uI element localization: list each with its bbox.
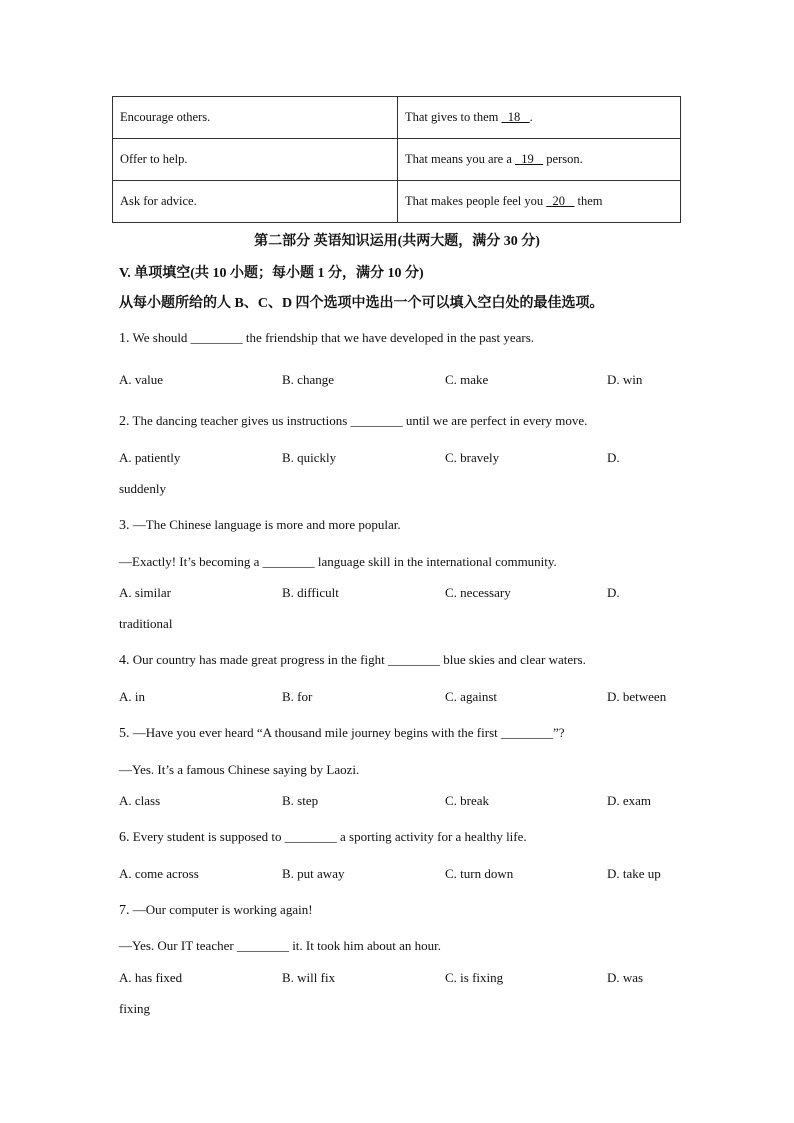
question-1-option-a[interactable]: A. value: [119, 372, 164, 387]
table-cell: Offer to help.: [113, 139, 398, 181]
question-6-option-c[interactable]: C. turn down: [445, 866, 514, 881]
question-3-stem-reply: —Exactly! It’s becoming a ________ language skill in the international community.: [119, 554, 557, 569]
section-title: 第二部分 英语知识运用(共两大题，满分 30 分): [254, 234, 540, 249]
table-cell: [398, 181, 681, 223]
cell-text: That means you are a: [405, 152, 512, 166]
question-5-stem: 5. —Have you ever heard “A thousand mile journey begins with the first ________”?: [119, 725, 565, 741]
question-6-option-d[interactable]: D. take up: [607, 866, 661, 881]
cell-text: That makes people feel you: [405, 194, 544, 208]
blank-18: 18: [501, 110, 530, 124]
question-2-option-b[interactable]: B. quickly: [282, 450, 337, 465]
question-5-option-d[interactable]: D. exam: [607, 793, 652, 808]
blank-19: 19: [515, 152, 544, 166]
blank-20: 20: [546, 194, 575, 208]
question-6-option-a[interactable]: A. come across: [119, 866, 199, 881]
question-3-option-d[interactable]: D.: [607, 585, 620, 600]
question-3-option-c[interactable]: C. necessary: [445, 585, 511, 600]
table-cell: Encourage others.: [113, 97, 398, 139]
question-6-stem: 6. Every student is supposed to ________ a sporting activity for a healthy life.: [119, 829, 527, 845]
table-cell: [398, 97, 681, 139]
table-row: [113, 97, 681, 139]
question-2-stem: 2. The dancing teacher gives us instructions ________ until we are perfect in every move.: [119, 413, 588, 429]
question-7-option-a[interactable]: A. has fixed: [119, 970, 183, 985]
question-2-option-d[interactable]: D.: [607, 450, 620, 465]
question-3-option-a[interactable]: A. similar: [119, 585, 171, 600]
question-5-option-b[interactable]: B. step: [282, 793, 319, 808]
question-7-stem-reply: —Yes. Our IT teacher ________ it. It took him about an hour.: [119, 938, 441, 953]
question-1-option-c[interactable]: C. make: [445, 372, 489, 387]
question-4-option-c[interactable]: C. against: [445, 689, 497, 704]
question-6-option-b[interactable]: B. put away: [282, 866, 345, 881]
table-row: [113, 181, 681, 223]
question-5-option-a[interactable]: A. class: [119, 793, 161, 808]
question-1-option-d[interactable]: D. win: [607, 372, 643, 387]
question-4-stem: 4. Our country has made great progress in the fight ________ blue skies and clear waters.: [119, 652, 586, 668]
question-2-option-d-text[interactable]: suddenly: [119, 481, 166, 496]
question-7-option-c[interactable]: C. is fixing: [445, 970, 504, 985]
question-3-stem: 3. —The Chinese language is more and more popular.: [119, 517, 401, 533]
table-row: [113, 139, 681, 181]
part-instruction: 从每小题所给的人 B、C、D 四个选项中选出一个可以填入空白处的最佳选项。: [119, 296, 604, 311]
question-4-option-a[interactable]: A. in: [119, 689, 145, 704]
cell-text: person.: [543, 152, 583, 166]
question-7-option-d[interactable]: D. was: [607, 970, 644, 985]
question-4-option-b[interactable]: B. for: [282, 689, 313, 704]
question-5-option-c[interactable]: C. break: [445, 793, 490, 808]
table-cell: [398, 139, 681, 181]
part-heading: V. 单项填空(共 10 小题；每小题 1 分，满分 10 分): [119, 266, 424, 281]
question-7-stem: 7. —Our computer is working again!: [119, 902, 313, 918]
table-cell: Ask for advice.: [113, 181, 398, 223]
question-3-option-d-text[interactable]: traditional: [119, 616, 173, 631]
cell-text: them: [574, 194, 603, 208]
cell-text: That gives to them: [405, 110, 499, 124]
question-3-option-b[interactable]: B. difficult: [282, 585, 339, 600]
question-5-stem-reply: —Yes. It’s a famous Chinese saying by Laozi.: [119, 762, 360, 777]
question-4-option-d[interactable]: D. between: [607, 689, 667, 704]
question-7-option-b[interactable]: B. will fix: [282, 970, 336, 985]
question-7-option-d-text[interactable]: fixing: [119, 1001, 151, 1016]
question-1-option-b[interactable]: B. change: [282, 372, 334, 387]
question-2-option-a[interactable]: A. patiently: [119, 450, 181, 465]
cell-text: .: [529, 110, 533, 124]
question-1-stem: 1. We should ________ the friendship that we have developed in the past years.: [119, 330, 535, 346]
answer-table: [112, 96, 681, 223]
question-2-option-c[interactable]: C. bravely: [445, 450, 500, 465]
